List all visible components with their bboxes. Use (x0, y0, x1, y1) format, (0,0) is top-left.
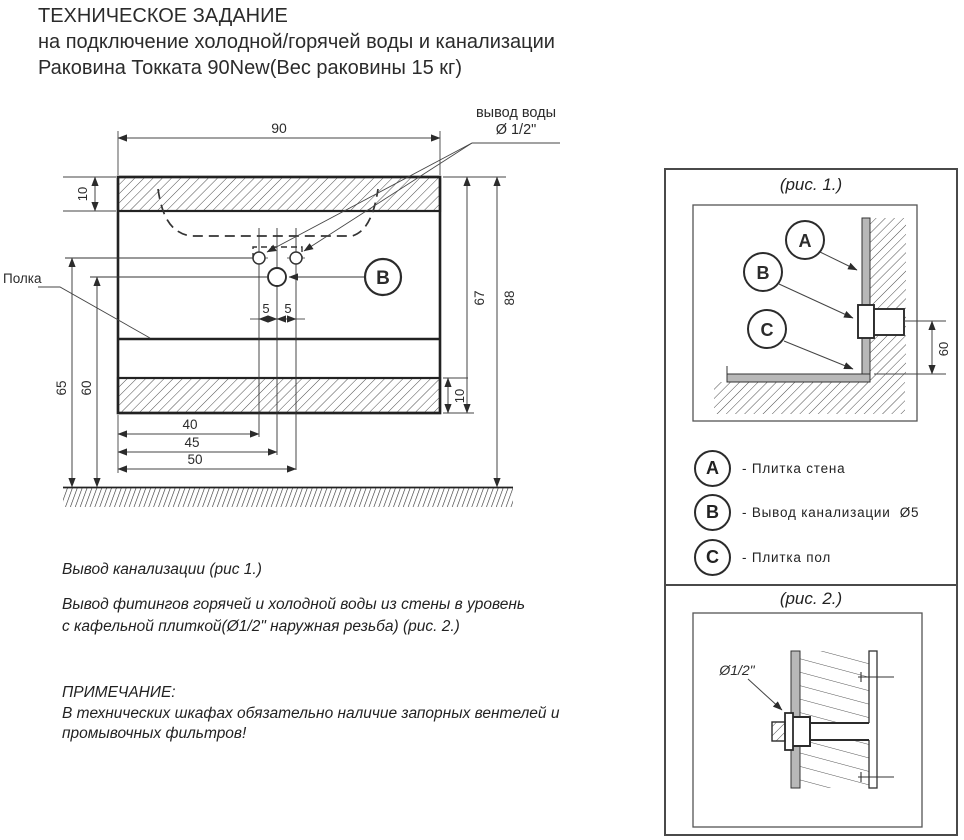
fig1-title: (рис. 1.) (779, 175, 843, 194)
note-fittings (62, 594, 525, 638)
cabinet (118, 177, 440, 413)
dim-width-label: 90 (271, 120, 287, 136)
dim-bottom-strip-label: 10 (452, 388, 467, 404)
legend-item-floor-tile (694, 539, 831, 576)
fig1-sewage-fitting (858, 305, 904, 338)
dim-88-label: 88 (502, 290, 517, 306)
dim-5-left-label: 5 (262, 301, 270, 316)
legend-marker-c: C (694, 539, 731, 576)
legend-item-sewage (694, 494, 919, 531)
fig1-marker-b-letter: B (756, 263, 770, 283)
doc-subtitle-1: на подключение холодной/горячей воды и канализации (38, 31, 555, 53)
note-fittings-line1: Вывод фитингов горячей и холодной воды из стены в уровень (62, 596, 526, 613)
floor-tile (727, 374, 870, 382)
fig2-drawing-svg (688, 610, 928, 832)
dim-5-right-label: 5 (284, 301, 292, 316)
fig1-dim-60-label: 60 (936, 341, 951, 357)
legend-text-a: - Плитка стена (742, 461, 846, 476)
legend-marker-b: B (694, 494, 731, 531)
note-sewer: Вывод канализации (рис 1.) (62, 561, 262, 578)
figures-panel (664, 168, 958, 836)
sewage-outlet (268, 268, 286, 286)
dim-50-label: 50 (187, 452, 203, 467)
fig1-drawing-svg (688, 200, 951, 425)
fig1-marker-a-letter: A (798, 231, 812, 251)
legend-item-wall-tile (694, 450, 845, 487)
dim-width-90 (118, 120, 440, 175)
fig2-stud (869, 651, 877, 788)
water-label-line1: вывод воды (475, 105, 557, 121)
dim-left-heights (54, 258, 97, 487)
cabinet-bottom-hatch (118, 378, 440, 413)
wall-tile (862, 218, 870, 374)
note-remark-line1: В технических шкафах обязательно наличие запорных вентелей и (62, 704, 560, 722)
legend-text-c: - Плитка пол (742, 550, 832, 565)
marker-b-letter: B (376, 268, 390, 289)
water-outlet-right (290, 252, 302, 264)
dims-right (443, 177, 517, 487)
doc-subtitle-2: Раковина Токката 90New(Вес раковины 15 кг) (38, 57, 462, 79)
note-remark (62, 683, 559, 745)
floor-ground (63, 488, 513, 508)
dim-60-label: 60 (79, 380, 94, 396)
fig1-marker-c-letter: C (760, 320, 774, 340)
dims-bottom (118, 415, 296, 473)
fig2-title: (рис. 2.) (779, 589, 843, 608)
legend-marker-a: A (694, 450, 731, 487)
dim-45-label: 45 (184, 435, 200, 450)
dim-40-label: 40 (182, 417, 198, 432)
water-outlet-left (253, 252, 265, 264)
dim-67-label: 67 (472, 290, 487, 306)
note-fittings-line2: с кафельной плиткой(Ø1/2" наружная резьба) (рис. 2.) (62, 618, 460, 635)
panel-divider (666, 584, 956, 586)
dim-65-label: 65 (54, 380, 69, 396)
doc-title: ТЕХНИЧЕСКОЕ ЗАДАНИЕ (38, 5, 288, 27)
fig2-thread-label: Ø1/2" (719, 662, 755, 678)
header (38, 3, 555, 81)
cabinet-top-hatch (118, 177, 440, 211)
main-drawing-svg (0, 95, 660, 515)
dim-top-strip-label: 10 (75, 186, 90, 202)
legend-text-b: - Вывод канализации Ø5 (742, 505, 920, 520)
dim-top-strip-10 (63, 177, 116, 211)
note-remark-title: ПРИМЕЧАНИЕ: (62, 684, 176, 701)
note-remark-line2: промывочных фильтров! (62, 725, 247, 742)
shelf-label: Полка (3, 271, 42, 286)
water-label-line2: Ø 1/2" (495, 122, 537, 138)
